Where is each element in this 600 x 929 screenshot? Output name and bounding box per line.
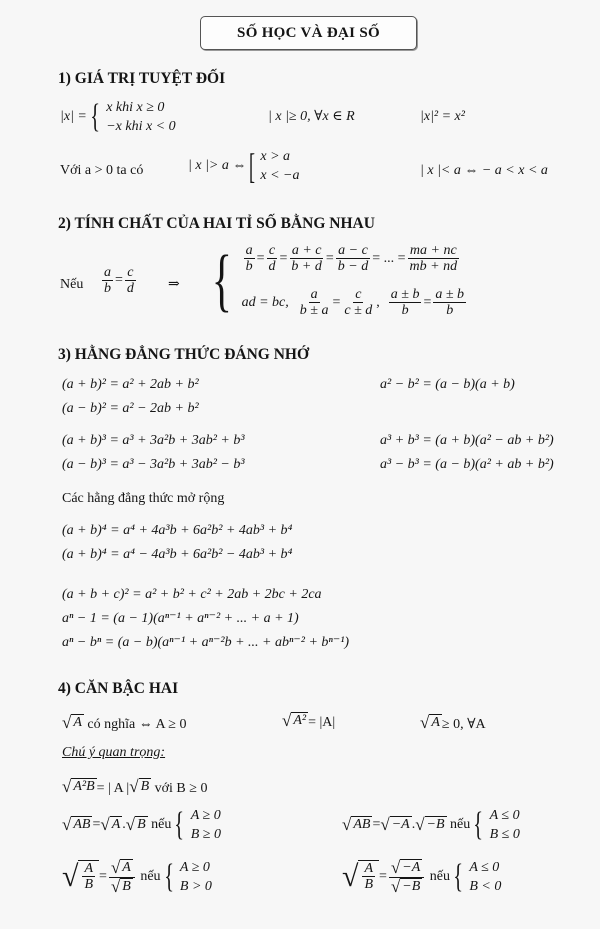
rule-a2b: √ A²B = | A | √ B với B ≥ 0 (62, 777, 208, 796)
section-4-heading: 4) CĂN BẬC HAI (58, 680, 179, 697)
abs-gt (188, 147, 299, 185)
bracket-icon: [ (249, 146, 256, 186)
given-ratio: $\frac{a}{b}$ = $\frac{c}{d}$ (104, 265, 134, 296)
abs-def-case1: x khi x ≥ 0 (106, 100, 165, 115)
abs-def-lhs: |x| = (60, 109, 87, 124)
brace-icon: { (174, 806, 185, 843)
sqrt-nonneg: √ A ≥ 0, ∀A (420, 713, 486, 732)
abs-def-case2: −x khi x < 0 (106, 119, 176, 134)
identity-cube-minus: (a − b)³ = a³ − 3a²b + 3ab² − b³ (62, 457, 245, 472)
section-3-heading: 3) HẰNG ĐẲNG THỨC ĐÁNG NHỚ (58, 346, 310, 363)
abs-lt: | x |< a ⇔ − a < x < a (420, 163, 548, 178)
identity-fourth-minus: (a + b)⁴ = a⁴ − 4a³b + 6a²b² − 4ab³ + b⁴ (62, 547, 293, 562)
identity-an-minus-1: aⁿ − 1 = (a − 1)(aⁿ⁻¹ + aⁿ⁻² + ... + a + 1) (62, 611, 299, 626)
extended-identities-label: Các hằng đẳng thức mở rộng (62, 491, 225, 506)
abs-square: |x|² = x² (420, 109, 465, 124)
identity-sq-plus: (a + b)² = a² + 2ab + b² (62, 377, 199, 392)
page-title: SỐ HỌC VÀ ĐẠI SỐ (200, 16, 417, 50)
identity-sum-cubes: a³ + b³ = (a + b)(a² − ab + b²) (380, 433, 554, 448)
ratio-row-2: ad = bc, $\frac{a}{b \pm a}$ = $\frac{c}{c \pm d}$ , $\frac{a \pm b}{b}$ = $\frac{a \pm b}{b}$ (241, 287, 465, 319)
identity-diff-sq: a² − b² = (a − b)(a + b) (380, 377, 515, 392)
if-label: Nếu (60, 277, 84, 292)
identity-cube-plus: (a + b)³ = a³ + 3a²b + 3ab² + b³ (62, 433, 245, 448)
sqrt-a-squared: √ A² = |A| (282, 711, 336, 730)
abs-nonneg: | x |≥ 0, ∀x ∈ R (268, 109, 355, 124)
with-a-text: Với a > 0 ta có (60, 163, 144, 178)
abs-gt-case2: x < −a (260, 168, 300, 183)
rule-sqrt-quotient-negative: √ $\frac{A}{B}$ = √ −A √ −B nếu { A ≤ 0 B < 0 (342, 857, 502, 896)
brace-icon: { (473, 806, 484, 843)
abs-gt-lhs: | x |> a ⇔ (188, 158, 247, 173)
identity-diff-cubes: a³ − b³ = (a − b)(a² + ab + b²) (380, 457, 554, 472)
brace-icon: { (90, 98, 100, 135)
brace-icon: { (163, 858, 174, 895)
ratio-row-1: $\frac{a}{b}$ = $\frac{c}{d}$ = $\frac{a + c}{b + d}$ = $\frac{a - c}{b - d}$ = ... = $\frac{ma + nc}{mb + nd}$ (245, 243, 458, 275)
identity-an-minus-bn: aⁿ − bⁿ = (a − b)(aⁿ⁻¹ + aⁿ⁻²b + ... + abⁿ⁻² + bⁿ⁻¹) (62, 635, 350, 650)
ratio-properties (205, 240, 468, 322)
rule-sqrt-quotient-positive: √ $\frac{A}{B}$ = √ A √ B nếu { A ≥ 0 B > 0 (62, 857, 212, 896)
abs-definition (60, 98, 176, 136)
implies-arrow: ⇒ (168, 277, 180, 292)
rule-sqrt-ab-negative: √ AB = √ −A . √ −B nếu { A ≤ 0 B ≤ 0 (342, 806, 520, 843)
identity-fourth-plus: (a + b)⁴ = a⁴ + 4a³b + 6a²b² + 4ab³ + b⁴ (62, 523, 293, 538)
rule-sqrt-ab-positive: √ AB = √ A . √ B nếu { A ≥ 0 B ≥ 0 (62, 806, 221, 843)
abs-gt-case1: x > a (260, 149, 291, 164)
important-note: Chú ý quan trọng: (62, 745, 166, 760)
section-1-heading: 1) GIÁ TRỊ TUYỆT ĐỐI (58, 70, 226, 87)
section-2-heading: 2) TÍNH CHẤT CỦA HAI TỈ SỐ BẰNG NHAU (58, 215, 375, 232)
identity-sq-minus: (a − b)² = a² − 2ab + b² (62, 401, 199, 416)
sqrt-meaning: √ A có nghĩa ⇔ A ≥ 0 (62, 713, 187, 732)
brace-icon: { (453, 858, 464, 895)
brace-icon: { (211, 242, 232, 319)
identity-trinomial-sq: (a + b + c)² = a² + b² + c² + 2ab + 2bc + 2ca (62, 587, 322, 602)
